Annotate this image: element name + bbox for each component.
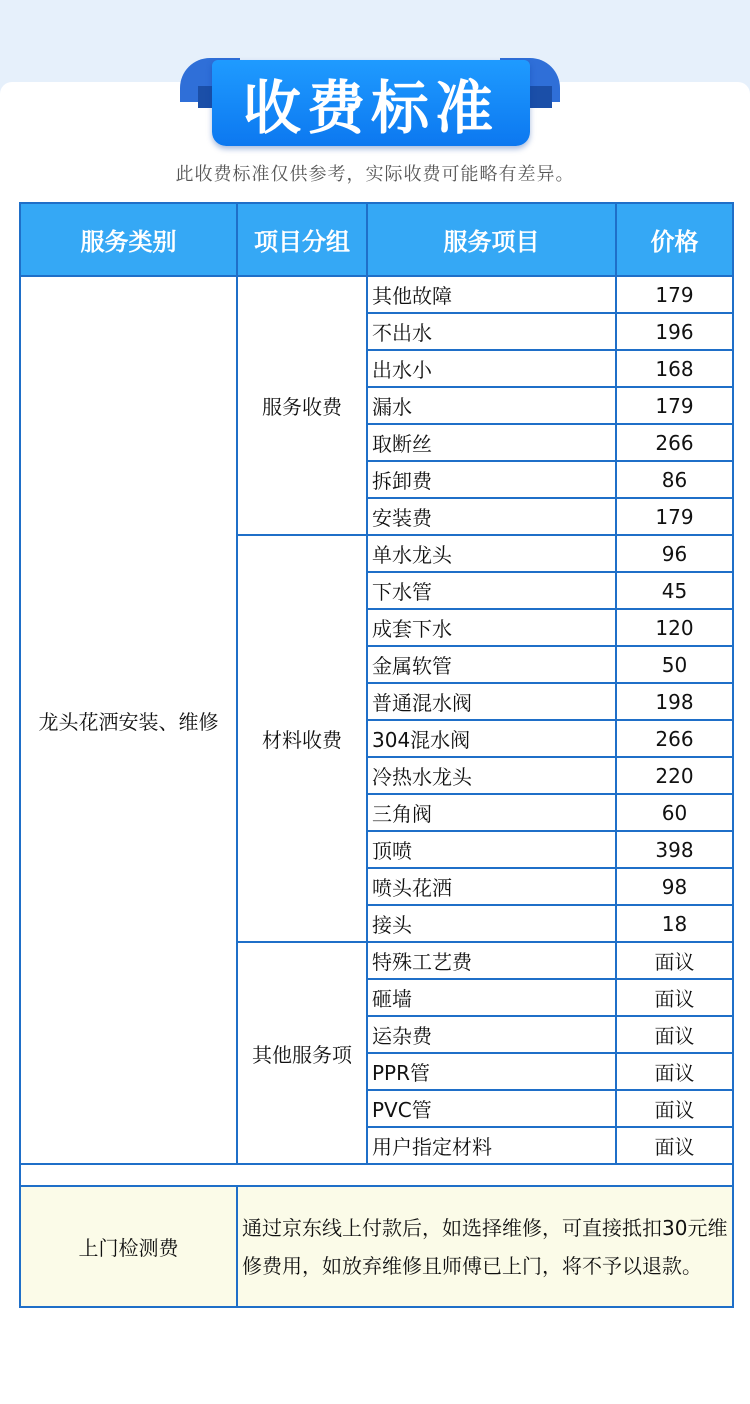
price-cell: 179 [616,276,733,313]
price-cell: 50 [616,646,733,683]
service-item-cell: 冷热水龙头 [367,757,616,794]
service-item-cell: 接头 [367,905,616,942]
group-name-cell: 其他服务项 [237,942,367,1164]
title-banner [0,0,750,160]
page-title: 收费标准 [212,60,530,146]
service-category-cell: 龙头花洒安装、维修 [20,276,237,1164]
table-row [20,276,733,313]
service-item-cell: 拆卸费 [367,461,616,498]
price-cell: 98 [616,868,733,905]
service-item-cell: 单水龙头 [367,535,616,572]
price-cell: 179 [616,387,733,424]
service-item-cell: 砸墙 [367,979,616,1016]
price-cell: 220 [616,757,733,794]
price-table [19,202,734,1308]
price-cell: 18 [616,905,733,942]
inspection-fee-row [20,1186,733,1307]
price-cell: 398 [616,831,733,868]
service-item-cell: 用户指定材料 [367,1127,616,1164]
table-spacer-row [20,1164,733,1186]
disclaimer-text: 此收费标准仅供参考，实际收费可能略有差异。 [175,164,575,185]
service-item-cell: 成套下水 [367,609,616,646]
price-cell: 86 [616,461,733,498]
price-cell: 168 [616,350,733,387]
header-price: 价格 [616,203,733,276]
price-cell: 179 [616,498,733,535]
service-item-cell: 喷头花洒 [367,868,616,905]
price-cell: 面议 [616,1016,733,1053]
price-cell: 120 [616,609,733,646]
service-item-cell: 运杂费 [367,1016,616,1053]
service-item-cell: 其他故障 [367,276,616,313]
price-cell: 60 [616,794,733,831]
inspection-fee-label: 上门检测费 [20,1186,237,1307]
inspection-fee-note: 通过京东线上付款后，如选择维修，可直接抵扣30元维修费用，如放弃维修且师傅已上门，将不予以退款。 [237,1186,733,1307]
price-cell: 266 [616,424,733,461]
price-cell: 45 [616,572,733,609]
price-cell: 96 [616,535,733,572]
service-item-cell: 取断丝 [367,424,616,461]
service-item-cell: 漏水 [367,387,616,424]
price-cell: 面议 [616,1053,733,1090]
price-cell: 面议 [616,1090,733,1127]
service-item-cell: 下水管 [367,572,616,609]
service-item-cell: 304混水阀 [367,720,616,757]
service-item-cell: 出水小 [367,350,616,387]
header-service-category: 服务类别 [20,203,237,276]
price-cell: 面议 [616,942,733,979]
service-item-cell: 顶喷 [367,831,616,868]
empty-cell [20,1164,733,1186]
service-item-cell: 普通混水阀 [367,683,616,720]
service-item-cell: PVC管 [367,1090,616,1127]
header-service-item: 服务项目 [367,203,616,276]
service-item-cell: 不出水 [367,313,616,350]
service-item-cell: 安装费 [367,498,616,535]
price-cell: 196 [616,313,733,350]
table-header-row [20,203,733,276]
service-item-cell: 特殊工艺费 [367,942,616,979]
price-cell: 面议 [616,979,733,1016]
price-cell: 面议 [616,1127,733,1164]
price-cell: 198 [616,683,733,720]
header-project-group: 项目分组 [237,203,367,276]
group-name-cell: 服务收费 [237,276,367,535]
service-item-cell: PPR管 [367,1053,616,1090]
price-cell: 266 [616,720,733,757]
service-item-cell: 三角阀 [367,794,616,831]
group-name-cell: 材料收费 [237,535,367,942]
service-item-cell: 金属软管 [367,646,616,683]
